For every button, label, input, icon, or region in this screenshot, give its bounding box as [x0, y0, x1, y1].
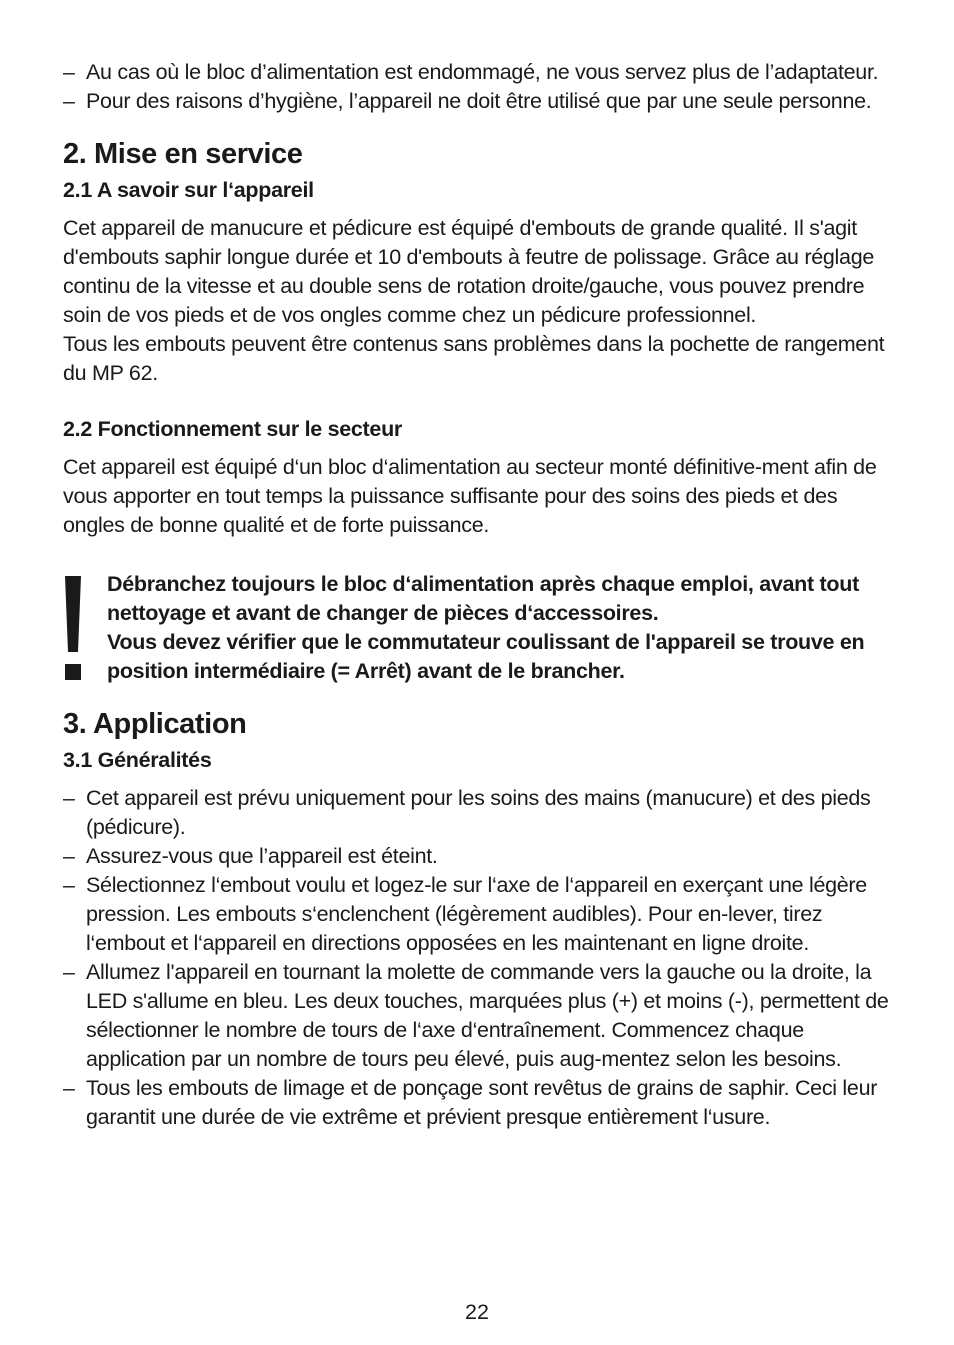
list-item: – Assurez-vous que l’appareil est éteint.	[63, 842, 893, 871]
list-item: – Allumez l'appareil en tournant la molette de commande vers la gauche ou la droite, la LED s'allume en bleu. Les deux touches, marquées plus (+) et moins (-), permettent de sélectionner le nombre de tours de l‘axe d‘entraînement. Commencez chaque application par un nombre de tours peu élevé, puis aug-mentez selon les besoins.	[63, 958, 893, 1074]
exclamation-icon	[63, 576, 83, 682]
application-bullet-list	[63, 784, 893, 1132]
section-3-heading: 3. Application	[63, 708, 247, 740]
page-number: 22	[465, 1300, 489, 1324]
paragraph-rangement: Tous les embouts peuvent être contenus sans problèmes dans la pochette de rangement du MP 62.	[63, 332, 885, 385]
list-item: – Cet appareil est prévu uniquement pour les soins des mains (manucure) et des pieds (pédicure).	[63, 784, 893, 842]
subsection-3-1-heading: 3.1 Généralités	[63, 748, 212, 772]
intro-bullet-list	[63, 58, 893, 116]
list-item: – Au cas où le bloc d’alimentation est endommagé, ne vous servez plus de l’adaptateur.	[63, 58, 893, 87]
paragraph-appareil: Cet appareil de manucure et pédicure est équipé d'embouts de grande qualité. Il s'agit d'embouts saphir longue durée et 10 d'embouts à feutre de polissage. Grâce au réglage continu de la vitesse et au double sens de rotation droite/gauche, vous pouvez prendre soin de vos pieds et de vos ongles comme chez un pédicure professionnel.	[63, 216, 875, 327]
page-content	[63, 58, 893, 1132]
subsection-2-1-heading: 2.1 A savoir sur l‘appareil	[63, 178, 314, 202]
warning-block	[63, 570, 893, 686]
warning-text-unplug: Débranchez toujours le bloc d‘alimentation après chaque emploi, avant tout nettoyage et avant de changer de pièces d‘accessoires.	[107, 572, 859, 625]
list-item: – Pour des raisons d’hygiène, l’appareil ne doit être utilisé que par une seule personne.	[63, 87, 893, 116]
section-2-heading: 2. Mise en service	[63, 138, 303, 170]
list-item: – Tous les embouts de limage et de ponçage sont revêtus de grains de saphir. Ceci leur garantit une durée de vie extrême et prévient presque entièrement l‘usure.	[63, 1074, 893, 1132]
paragraph-secteur: Cet appareil est équipé d‘un bloc d‘alimentation au secteur monté définitive-ment afin de vous apporter en tout temps la puissance suffisante pour des soins des pieds et des ongles de bonne qualité et de forte puissance.	[63, 455, 877, 537]
warning-text-switch: Vous devez vérifier que le commutateur coulissant de l'appareil se trouve en position intermédiaire (= Arrêt) avant de le brancher.	[107, 630, 865, 683]
list-item: – Sélectionnez l‘embout voulu et logez-le sur l‘axe de l‘appareil en exerçant une légère pression. Les embouts s‘enclenchent (légèrement audibles). Pour en-lever, tirez l‘embout et l‘appareil en directions opposées en les maintenant en ligne droite.	[63, 871, 893, 958]
subsection-2-2-heading: 2.2 Fonctionnement sur le secteur	[63, 417, 402, 441]
